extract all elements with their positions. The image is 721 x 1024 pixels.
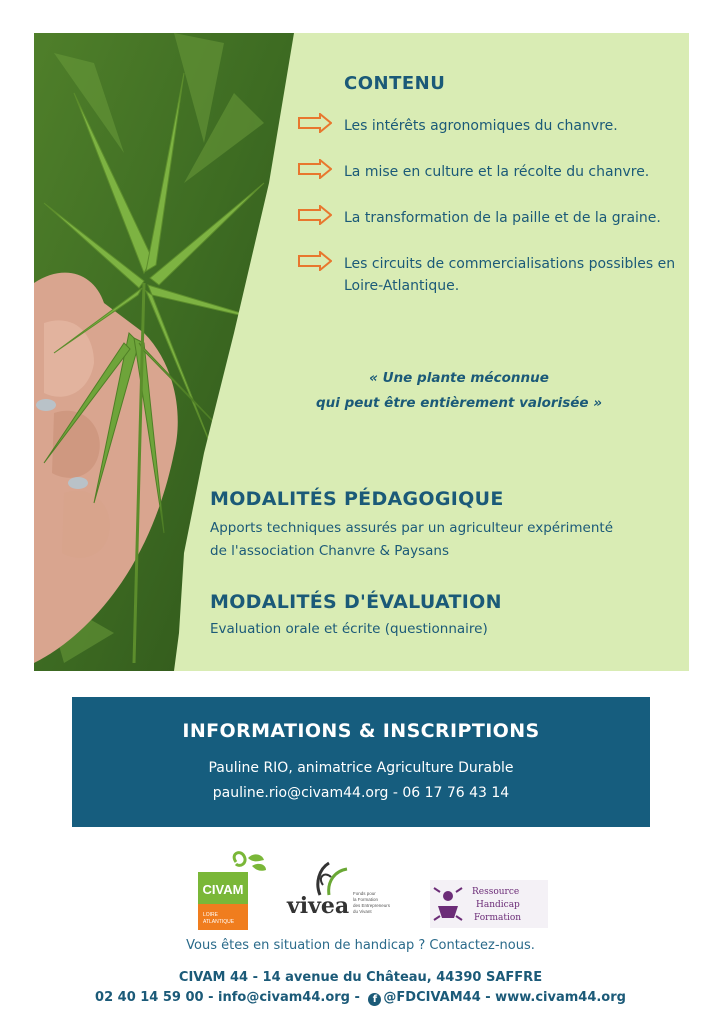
civam-logo-text: CIVAM	[202, 882, 244, 897]
logos-row	[0, 840, 721, 930]
svg-text:du Vivant: du Vivant	[353, 909, 372, 914]
svg-text:LOIRE: LOIRE	[203, 912, 219, 918]
handicap-note: Vous êtes en situation de handicap ? Contactez-nous.	[186, 938, 535, 953]
contenu-item-1	[298, 115, 678, 137]
civam-logo	[196, 850, 268, 932]
arrow-icon	[298, 205, 332, 225]
modalites-pedagogique-heading: MODALITÉS PÉDAGOGIQUE	[210, 488, 504, 510]
modalites-evaluation-text: Evaluation orale et écrite (questionnaire)	[210, 621, 488, 637]
svg-text:Fonds pour: Fonds pour	[353, 891, 376, 896]
modalites-pedagogique-text	[210, 517, 670, 563]
modalites-pedagogique-line-2: de l'association Chanvre & Paysans	[210, 543, 449, 559]
contenu-item-label: La mise en culture et la récolte du chanvre.	[344, 164, 650, 180]
footer-address: CIVAM 44 - 14 avenue du Château, 44390 SAFFRE	[178, 970, 543, 985]
footer-contact-right[interactable]: @FDCIVAM44 - www.civam44.org	[383, 990, 626, 1005]
contenu-heading: CONTENU	[344, 73, 446, 94]
info-email-phone[interactable]: pauline.rio@civam44.org - 06 17 76 43 14	[212, 785, 510, 801]
info-contact: Pauline RIO, animatrice Agriculture Durable	[208, 760, 514, 776]
vivea-logo-text: vivea	[287, 893, 350, 919]
svg-text:ATLANTIQUE: ATLANTIQUE	[203, 919, 235, 925]
modalites-pedagogique-line-1: Apports techniques assurés par un agriculteur expérimenté	[210, 520, 614, 536]
svg-text:des Entrepreneurs: des Entrepreneurs	[353, 903, 391, 908]
arrow-icon	[298, 159, 332, 179]
contenu-item-label: Les circuits de commercialisations possibles en Loire-Atlantique.	[344, 256, 676, 294]
svg-text:la Formation: la Formation	[353, 897, 379, 902]
contenu-item-4	[298, 253, 678, 297]
quote-line-2: qui peut être entièrement valorisée »	[315, 395, 603, 411]
footer-contact-left[interactable]: 02 40 14 59 00 - info@civam44.org -	[95, 990, 365, 1005]
quote	[304, 366, 614, 416]
contenu-item-label: Les intérêts agronomiques du chanvre.	[344, 118, 618, 134]
modalites-evaluation-heading: MODALITÉS D'ÉVALUATION	[210, 591, 502, 613]
ressource-handicap-formation-logo	[430, 880, 548, 928]
footer-contact	[0, 990, 721, 1006]
vivea-logo	[285, 855, 395, 927]
contenu-item-label: La transformation de la paille et de la graine.	[344, 210, 661, 226]
arrow-icon	[298, 113, 332, 133]
rhf-line-3: Formation	[474, 913, 522, 923]
rhf-line-2: Handicap	[476, 900, 520, 910]
contenu-item-2	[298, 161, 678, 183]
arrow-icon	[298, 251, 332, 271]
contenu-item-3	[298, 207, 678, 229]
hero-section	[34, 33, 689, 671]
facebook-icon: f	[368, 993, 381, 1006]
info-box	[72, 697, 650, 827]
quote-line-1: « Une plante méconnue	[369, 370, 549, 386]
rhf-line-1: Ressource	[472, 887, 520, 897]
info-heading: INFORMATIONS & INSCRIPTIONS	[182, 720, 540, 742]
